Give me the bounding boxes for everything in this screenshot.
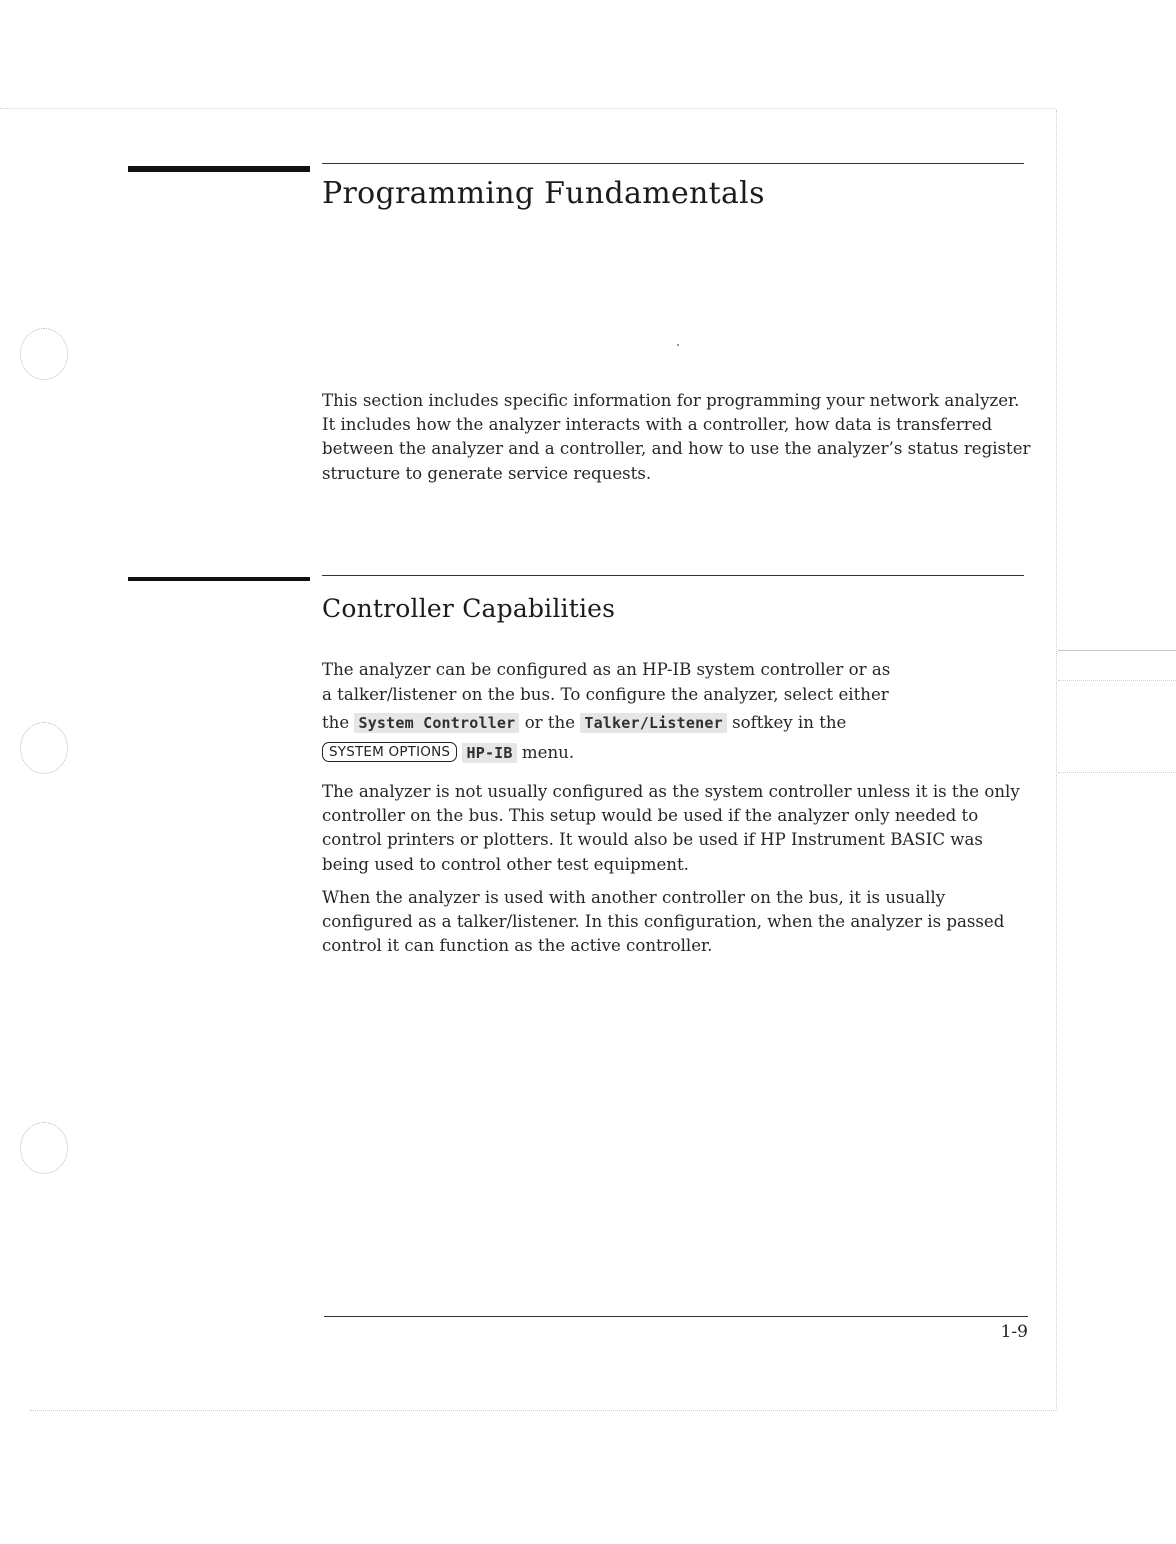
- binder-hole: [20, 1122, 68, 1174]
- scan-speck: [677, 344, 679, 346]
- section-marker-bar: [128, 166, 310, 172]
- text-fragment: or the: [524, 712, 576, 732]
- paragraph-line: [322, 708, 1032, 738]
- tab-edge-line: [1058, 680, 1176, 681]
- text-fragment: the: [322, 712, 350, 732]
- subsection-rule: [322, 575, 1024, 576]
- page-edge-bottom: [30, 1410, 1056, 1411]
- paragraph-line: [322, 738, 1032, 768]
- talker-listener-paragraph: When the analyzer is used with another controller on the bus, it is usually configured as a talker/listener. In this configuration, when the analyzer is passed control it can function as the active controller.: [322, 888, 1005, 956]
- page-edge-top: [0, 108, 1056, 109]
- paragraph-line: a talker/listener on the bus. To configure the analyzer, select either: [322, 684, 889, 704]
- hpib-softkey: HP-IB: [462, 743, 516, 763]
- binder-hole: [20, 722, 68, 774]
- intro-paragraph: This section includes specific information for programming your network analyzer. It includes how the analyzer interacts with a controller, how data is transferred between the analyzer and a controller, and how to use the analyzer’s status register structure to generate service requests.: [322, 391, 1031, 483]
- text-fragment: menu.: [521, 742, 575, 762]
- talker-listener-softkey: Talker/Listener: [580, 713, 726, 733]
- tab-edge-line: [1058, 772, 1176, 773]
- subsection-marker-bar: [128, 577, 310, 581]
- section-rule: [322, 163, 1024, 164]
- page-number: 1-9: [1000, 1322, 1028, 1342]
- controller-config-paragraph: [322, 658, 1032, 768]
- binder-hole: [20, 328, 68, 380]
- system-options-hardkey: SYSTEM OPTIONS: [322, 742, 457, 762]
- subsection-title: Controller Capabilities: [322, 594, 616, 623]
- footer-rule: [324, 1316, 1028, 1317]
- text-fragment: softkey in the: [732, 712, 847, 732]
- paragraph-line: The analyzer can be configured as an HP-IB system controller or as: [322, 660, 891, 679]
- page-edge-right: [1056, 110, 1057, 1410]
- section-title: Programming Fundamentals: [322, 176, 765, 211]
- system-controller-paragraph: The analyzer is not usually configured as the system controller unless it is the only controller on the bus. This setup would be used if the analyzer only needed to control printers or plotters. It would also be used if HP Instrument BASIC was being used to control other test equipment.: [322, 782, 1020, 874]
- system-controller-softkey: System Controller: [354, 713, 519, 733]
- tab-edge-line: [1058, 650, 1176, 651]
